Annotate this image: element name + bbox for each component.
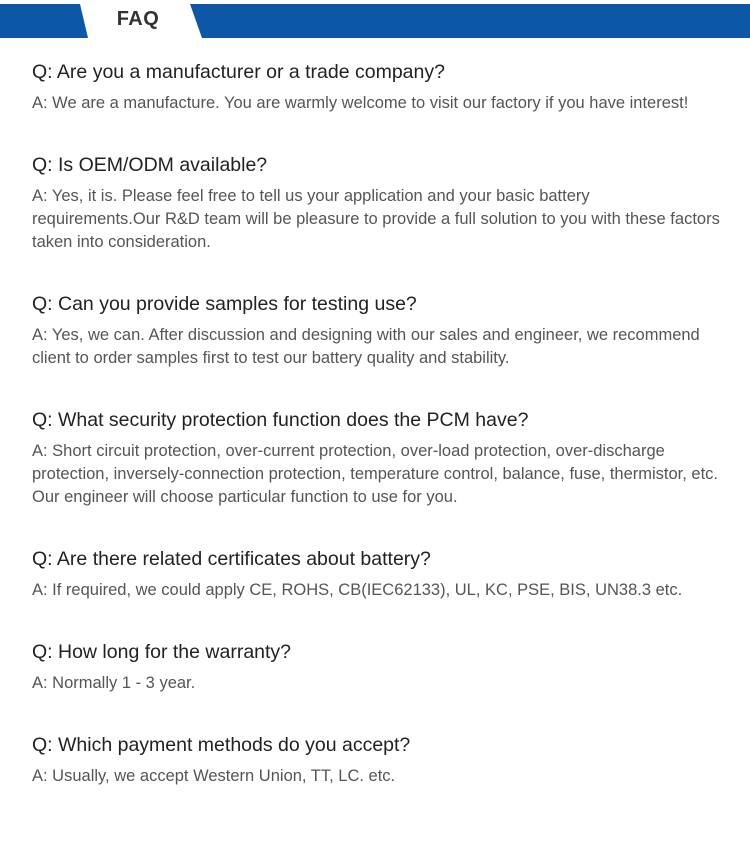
faq-answer: A: Short circuit protection, over-current protection, over-load protection, over-discharge protection, inversely-connection protection, temperature control, balance, fuse, thermistor, etc. Our engineer will choose particular function to use for you.: [32, 442, 719, 506]
faq-question: Q: Are you a manufacturer or a trade company?: [32, 61, 445, 83]
faq-answer: A: If required, we could apply CE, ROHS, CB(IEC62133), UL, KC, PSE, BIS, UN38.3 etc.: [32, 581, 683, 599]
faq-item: [32, 731, 722, 788]
faq-item: [32, 545, 722, 602]
faq-question: Q: Which payment methods do you accept?: [32, 734, 411, 756]
faq-answer: A: Usually, we accept Western Union, TT, LC. etc.: [32, 767, 396, 785]
faq-header: [0, 0, 750, 40]
header-band-left: [0, 4, 88, 38]
faq-list: [32, 58, 722, 788]
faq-answer: A: Yes, it is. Please feel free to tell us your application and your basic battery requirements.Our R&D team will be pleasure to provide a full solution to you with these factors taken into consideration.: [32, 187, 720, 251]
faq-question: Q: How long for the warranty?: [32, 641, 292, 663]
faq-answer: A: We are a manufacture. You are warmly welcome to visit our factory if you have interest!: [32, 94, 689, 112]
faq-item: [32, 58, 722, 115]
faq-answer: A: Yes, we can. After discussion and designing with our sales and engineer, we recommend client to order samples first to test our battery quality and stability.: [32, 326, 700, 367]
faq-item: [32, 290, 722, 370]
page-title: FAQ: [116, 8, 160, 30]
header-band-right: [190, 4, 750, 38]
faq-question: Q: Can you provide samples for testing use?: [32, 293, 417, 315]
faq-answer: A: Normally 1 - 3 year.: [32, 674, 196, 692]
faq-question: Q: Is OEM/ODM available?: [32, 154, 268, 176]
faq-question: Q: Are there related certificates about battery?: [32, 548, 431, 570]
faq-question: Q: What security protection function does the PCM have?: [32, 409, 529, 431]
faq-item: [32, 406, 722, 509]
faq-item: [32, 638, 722, 695]
faq-item: [32, 151, 722, 254]
